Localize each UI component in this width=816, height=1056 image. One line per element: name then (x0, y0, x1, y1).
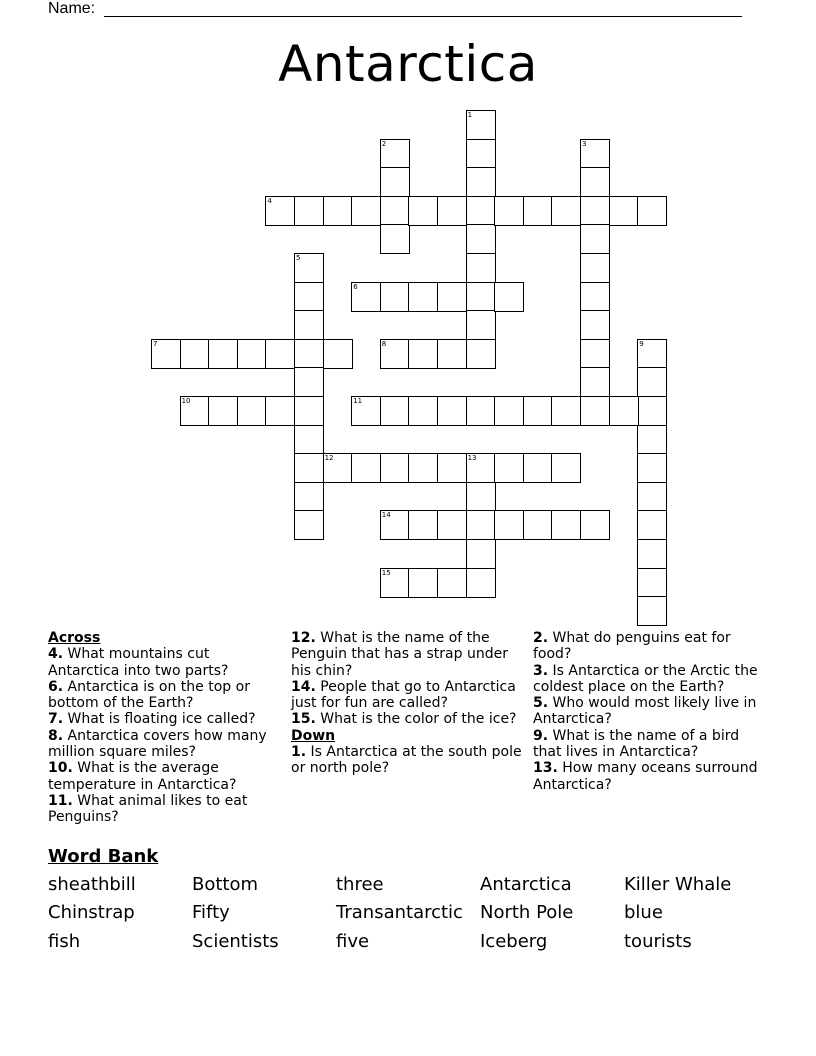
crossword-cell[interactable] (237, 396, 267, 426)
crossword-cell[interactable] (408, 510, 438, 540)
cell-number: 12 (324, 454, 334, 463)
clues-column-1 (48, 630, 280, 826)
word-bank-item: Chinstrap (48, 902, 135, 923)
crossword-cell[interactable] (466, 196, 496, 226)
crossword-cell[interactable] (294, 310, 324, 340)
clue-across-6: 6. Antarctica is on the top or bottom of the Earth? (48, 678, 250, 712)
crossword-cell[interactable] (294, 510, 324, 540)
crossword-cell[interactable] (237, 339, 267, 369)
cell-number: 13 (467, 454, 477, 463)
cell-number: 4 (267, 196, 272, 205)
crossword-cell[interactable] (437, 510, 467, 540)
cell-number: 3 (582, 139, 587, 148)
clue-down-3: 3. Is Antarctica or the Arctic the coldest place on the Earth? (533, 662, 758, 695)
crossword-cell[interactable] (580, 510, 610, 540)
crossword-cell[interactable] (265, 196, 295, 226)
crossword-cell[interactable] (380, 224, 410, 254)
crossword-cell[interactable] (523, 510, 553, 540)
crossword-cell[interactable] (466, 568, 496, 598)
crossword-cell[interactable] (466, 253, 496, 283)
crossword-cell[interactable] (637, 396, 667, 426)
crossword-cell[interactable] (637, 596, 667, 626)
crossword-cell[interactable] (466, 453, 496, 483)
crossword-cell[interactable] (437, 196, 467, 226)
crossword-cell[interactable] (580, 339, 610, 369)
crossword-cell[interactable] (380, 167, 410, 197)
crossword-cell[interactable] (580, 139, 610, 169)
crossword-cell[interactable] (294, 425, 324, 455)
crossword-cell[interactable] (323, 196, 353, 226)
word-bank-item: Scientists (192, 931, 279, 952)
crossword-cell[interactable] (323, 453, 353, 483)
crossword-cell[interactable] (580, 282, 610, 312)
word-bank-item: Transantarctic (336, 902, 463, 923)
crossword-cell[interactable] (294, 482, 324, 512)
word-bank-item: Bottom (192, 874, 259, 895)
crossword-cell[interactable] (294, 196, 324, 226)
crossword-cell[interactable] (380, 510, 410, 540)
crossword-cell[interactable] (408, 339, 438, 369)
crossword-cell[interactable] (523, 453, 553, 483)
crossword-cell[interactable] (580, 367, 610, 397)
clue-across-8: 8. Antarctica covers how many million square miles? (48, 727, 267, 761)
crossword-cell[interactable] (637, 482, 667, 512)
crossword-cell[interactable] (637, 367, 667, 397)
crossword-cell[interactable] (466, 139, 496, 169)
crossword-cell[interactable] (523, 196, 553, 226)
crossword-cell[interactable] (466, 310, 496, 340)
name-label: Name: (48, 0, 96, 17)
cell-number: 10 (181, 397, 191, 405)
clue-across-11: 11. What animal likes to eat Penguins? (48, 792, 248, 826)
crossword-cell[interactable] (466, 396, 496, 426)
crossword-cell[interactable] (580, 253, 610, 283)
crossword-cell[interactable] (580, 396, 610, 426)
clue-down-13: 13. How many oceans surround Antarctica? (533, 760, 758, 793)
word-bank-item: five (336, 931, 370, 952)
crossword-cell[interactable] (294, 253, 324, 283)
crossword-cell[interactable] (380, 339, 410, 369)
crossword-cell[interactable] (637, 339, 667, 369)
clues-column-3 (533, 630, 765, 793)
crossword-cell[interactable] (551, 453, 581, 483)
crossword-cell[interactable] (637, 453, 667, 483)
crossword-cell[interactable] (380, 568, 410, 598)
crossword-cell[interactable] (180, 396, 210, 426)
cell-number: 11 (353, 397, 363, 405)
crossword-cell[interactable] (637, 196, 667, 226)
crossword-cell[interactable] (351, 282, 381, 312)
word-bank-item: North Pole (480, 902, 574, 923)
across-heading: Across (48, 630, 101, 646)
word-bank-item: Fifty (192, 902, 230, 923)
crossword-cell[interactable] (408, 196, 438, 226)
cell-number: 5 (296, 254, 301, 262)
crossword-cell[interactable] (523, 396, 553, 426)
clue-across-10: 10. What is the average temperature in Antarctica? (48, 760, 237, 793)
crossword-cell[interactable] (437, 339, 467, 369)
crossword-cell[interactable] (551, 510, 581, 540)
crossword-cell[interactable] (466, 339, 496, 369)
clue-down-2: 2. What do penguins eat for food? (533, 630, 731, 663)
crossword-cell[interactable] (494, 282, 524, 312)
word-bank-item: tourists (624, 931, 692, 952)
crossword-cell[interactable] (294, 282, 324, 312)
word-bank-item: three (336, 874, 384, 895)
cell-number: 14 (381, 511, 391, 520)
crossword-cell[interactable] (208, 339, 238, 369)
crossword-cell[interactable] (494, 510, 524, 540)
crossword-cell[interactable] (580, 310, 610, 340)
crossword-cell[interactable] (408, 282, 438, 312)
cell-number: 15 (381, 568, 391, 577)
crossword-cell[interactable] (494, 196, 524, 226)
clue-across-15: 15. What is the color of the ice? (291, 711, 517, 728)
word-bank-item: Iceberg (480, 931, 548, 952)
crossword-cell[interactable] (580, 167, 610, 197)
crossword-cell[interactable] (494, 453, 524, 483)
clue-down-5: 5. Who would most likely live in Antarctica? (533, 695, 757, 728)
clue-across-12: 12. What is the name of the Penguin that has a strap under his chin? (291, 630, 508, 679)
crossword-cell[interactable] (551, 396, 581, 426)
crossword-cell[interactable] (380, 453, 410, 483)
crossword-cell[interactable] (466, 224, 496, 254)
crossword-cell[interactable] (151, 339, 181, 369)
crossword-cell[interactable] (380, 282, 410, 312)
crossword-cell[interactable] (380, 396, 410, 426)
crossword-cell[interactable] (380, 196, 410, 226)
clue-across-4: 4. What mountains cut Antarctica into two parts? (48, 646, 229, 679)
crossword-cell[interactable] (408, 396, 438, 426)
crossword-cell[interactable] (437, 453, 467, 483)
crossword-cell[interactable] (294, 367, 324, 397)
crossword-cell[interactable] (351, 396, 381, 426)
page-title: Antarctica (278, 35, 538, 93)
word-bank-item: fish (48, 931, 81, 952)
word-bank-item: blue (624, 902, 663, 923)
crossword-cell[interactable] (466, 167, 496, 197)
crossword-cell[interactable] (437, 568, 467, 598)
cell-number: 6 (353, 282, 358, 291)
crossword-cell[interactable] (294, 339, 324, 369)
clues-column-2 (291, 630, 523, 777)
crossword-cell[interactable] (408, 453, 438, 483)
cell-number: 2 (381, 139, 387, 148)
word-bank-title: Word Bank (48, 846, 159, 867)
cell-number: 1 (467, 111, 473, 119)
crossword-cell[interactable] (637, 568, 667, 598)
clue-down-9: 9. What is the name of a bird that lives in Antarctica? (533, 727, 740, 761)
crossword-cell[interactable] (609, 396, 639, 426)
crossword-cell[interactable] (466, 110, 496, 140)
cell-number: 7 (153, 339, 158, 348)
down-heading: Down (291, 727, 336, 744)
crossword-cell[interactable] (351, 453, 381, 483)
crossword-cell[interactable] (180, 339, 210, 369)
crossword-cell[interactable] (551, 196, 581, 226)
crossword-cell[interactable] (294, 453, 324, 483)
crossword-cell[interactable] (437, 396, 467, 426)
crossword-cell[interactable] (265, 339, 295, 369)
crossword-cell[interactable] (323, 339, 353, 369)
cell-number: 8 (381, 339, 387, 348)
crossword-cell[interactable] (466, 482, 496, 512)
crossword-cell[interactable] (437, 282, 467, 312)
crossword-cell[interactable] (637, 425, 667, 455)
crossword-cell[interactable] (208, 396, 238, 426)
word-bank-item: Killer Whale (624, 874, 732, 895)
crossword-cell[interactable] (265, 396, 295, 426)
crossword-cell[interactable] (466, 282, 496, 312)
crossword-cell[interactable] (494, 396, 524, 426)
crossword-cell[interactable] (580, 196, 610, 226)
crossword-cell[interactable] (466, 510, 496, 540)
clue-across-7: 7. What is floating ice called? (48, 711, 256, 728)
clue-down-1: 1. Is Antarctica at the south pole or north pole? (291, 744, 522, 777)
crossword-cell[interactable] (637, 510, 667, 540)
crossword-cell[interactable] (380, 139, 410, 169)
word-bank-item: Antarctica (480, 874, 572, 895)
cell-number: 9 (639, 339, 644, 348)
word-bank-item: sheathbill (48, 874, 136, 895)
crossword-cell[interactable] (609, 196, 639, 226)
crossword-cell[interactable] (294, 396, 324, 426)
crossword-cell[interactable] (351, 196, 381, 226)
crossword-cell[interactable] (408, 568, 438, 598)
clue-across-14: 14. People that go to Antarctica just for fun are called? (291, 678, 516, 712)
crossword-cell[interactable] (580, 224, 610, 254)
crossword-cell[interactable] (637, 539, 667, 569)
crossword-cell[interactable] (466, 539, 496, 569)
